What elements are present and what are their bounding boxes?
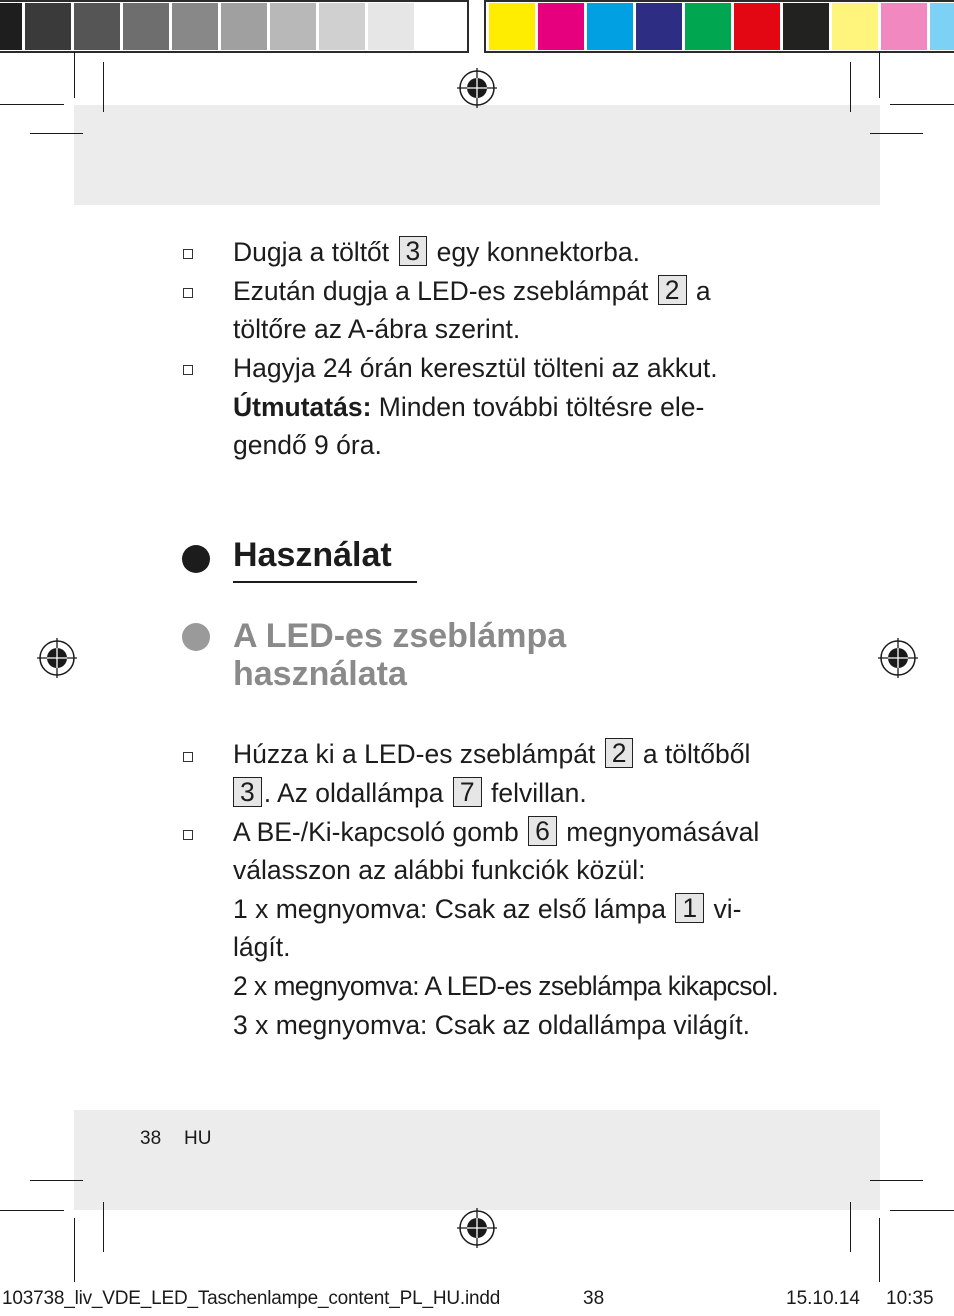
charging-note	[233, 388, 704, 427]
checkbox-bullet-icon	[183, 288, 193, 298]
text: . Az oldallámpa	[263, 778, 444, 808]
usage-step-1	[233, 735, 750, 774]
heading-underline	[233, 581, 417, 583]
header-band	[74, 105, 880, 205]
text: Dugja a töltőt	[233, 237, 390, 267]
usage-step-2	[233, 813, 759, 852]
charging-step-1	[233, 233, 640, 272]
text: a	[695, 276, 711, 306]
slug-time: 10:35	[886, 1288, 934, 1309]
usage-step-2-line4: lágít.	[233, 932, 291, 962]
subheading-line2: használata	[233, 655, 407, 693]
note-label: Útmutatás:	[233, 392, 372, 422]
usage-step-1-line2	[233, 774, 587, 813]
reference-number: 1	[675, 893, 704, 923]
text: A BE-/Ki-kapcsoló gomb	[233, 817, 519, 847]
charging-step-3: Hagyja 24 órán keresztül tölteni az akkut.	[233, 353, 718, 383]
footer-band	[74, 1110, 880, 1210]
text: Húzza ki a LED-es zseblámpát	[233, 739, 596, 769]
page-number: 38	[140, 1128, 162, 1149]
text: megnyomásával	[566, 817, 760, 847]
registration-mark-icon	[37, 638, 77, 678]
slug-date: 15.10.14	[786, 1288, 860, 1309]
usage-step-2-line6: 3 x megnyomva: Csak az oldallámpa világít.	[233, 1010, 750, 1040]
text: a töltőből	[642, 739, 751, 769]
checkbox-bullet-icon	[183, 365, 193, 375]
note-text: Minden további töltésre ele-	[378, 392, 705, 422]
reference-number: 7	[453, 777, 482, 807]
usage-step-2-line3	[233, 890, 742, 929]
usage-step-2-line2: válasszon az alábbi funkciók közül:	[233, 855, 646, 885]
section-heading: Használat	[233, 536, 392, 574]
charging-note-line2: gendő 9 óra.	[233, 430, 382, 460]
registration-mark-icon	[878, 638, 918, 678]
slug-filename: 103738_liv_VDE_LED_Taschenlampe_content_PL_HU.indd	[2, 1288, 501, 1309]
reference-number: 6	[528, 816, 557, 846]
language-code: HU	[184, 1128, 212, 1149]
color-bar-frame	[0, 0, 469, 53]
checkbox-bullet-icon	[183, 752, 193, 762]
text: Ezután dugja a LED-es zseblámpát	[233, 276, 649, 306]
usage-step-2-line5: 2 x megnyomva: A LED-es zseblámpa kikapcsol.	[233, 971, 779, 1001]
text: 1 x megnyomva: Csak az első lámpa	[233, 894, 667, 924]
text: egy konnektorba.	[436, 237, 640, 267]
charging-step-2	[233, 272, 711, 311]
reference-number: 3	[399, 236, 428, 266]
color-bar-frame	[484, 0, 954, 53]
charging-step-2-line2: töltőre az A-ábra szerint.	[233, 314, 521, 344]
checkbox-bullet-icon	[183, 249, 193, 259]
subheading-line1: A LED-es zseblámpa	[233, 617, 567, 655]
text: felvillan.	[490, 778, 587, 808]
slug-page: 38	[583, 1288, 605, 1309]
registration-mark-icon	[457, 68, 497, 108]
subheading-bullet-icon	[182, 623, 210, 651]
reference-number: 2	[658, 275, 687, 305]
reference-number: 2	[605, 738, 634, 768]
text: vi-	[713, 894, 742, 924]
heading-bullet-icon	[182, 545, 210, 573]
registration-mark-icon	[457, 1208, 497, 1248]
reference-number: 3	[233, 777, 262, 807]
checkbox-bullet-icon	[183, 830, 193, 840]
